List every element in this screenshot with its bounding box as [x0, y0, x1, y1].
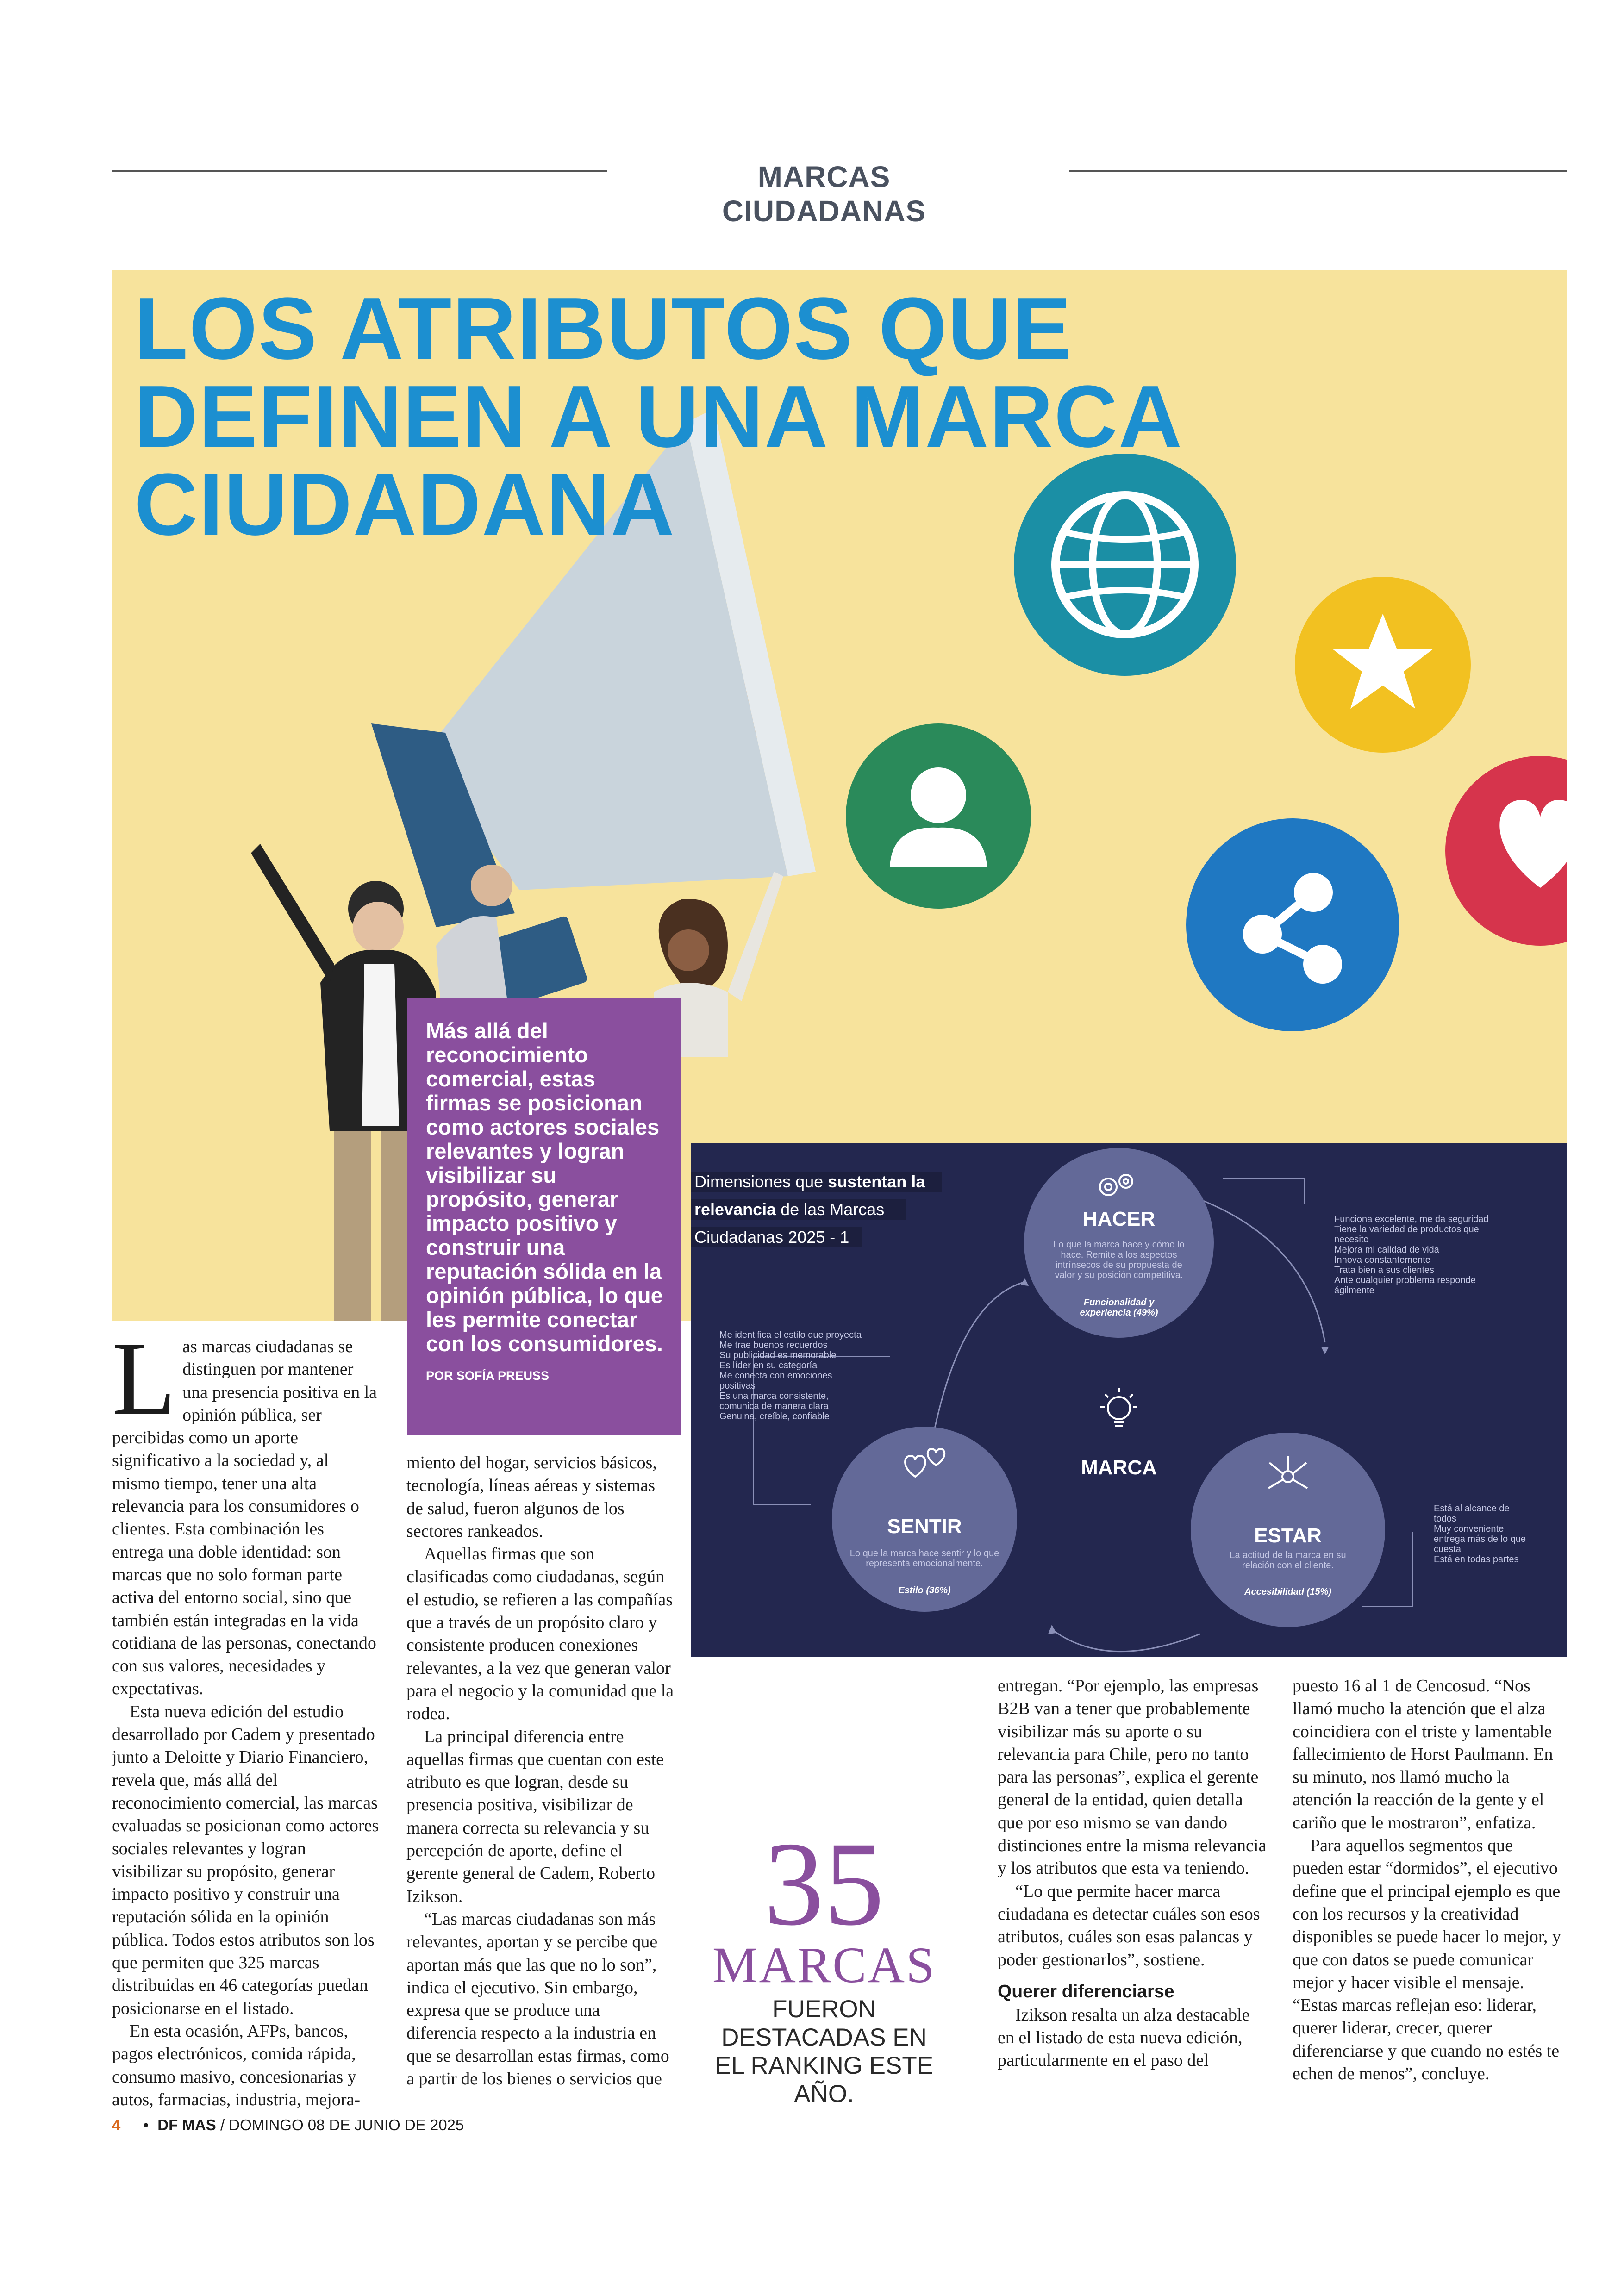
arrow-head-icon	[1048, 1625, 1056, 1634]
page-number: 4	[112, 2116, 121, 2133]
header-rule-left	[112, 170, 607, 172]
infographic-title-line: relevancia de las Marcas	[694, 1200, 885, 1219]
hacer-percentage: Funcionalidad y	[1083, 1297, 1155, 1308]
infographic	[691, 1143, 1567, 1657]
publication-name: DF MAS	[157, 2116, 216, 2133]
paragraph: entregan. “Por ejemplo, las empresas B2B van a tener que probablemente visibilizar más su aporte o su relevancia para Chile, pero no tanto para las personas”, explica el gerente general de la entidad, quien detalla que por eso mismo se van dando distinciones entre la misma relevancia y los atributos que esta va teniendo.	[998, 1676, 1267, 1878]
paragraph: En esta ocasión, AFPs, bancos, pagos electrónicos, comida rápida, consumo masivo, concesionarias y autos, farmacias, industria, mejora-	[112, 2021, 361, 2109]
footer-date: DOMINGO 08 DE JUNIO DE 2025	[229, 2116, 464, 2133]
body-column-1	[112, 1321, 380, 2111]
hacer-attribute: necesito	[1334, 1235, 1369, 1245]
title-line: DEFINEN A UNA MARCA	[134, 368, 1183, 466]
hacer-attribute: Mejora mi calidad de vida	[1334, 1245, 1439, 1255]
user-icon	[846, 723, 1031, 909]
paragraph: Esta nueva edición del estudio desarrollado por Cadem y presentado junto a Deloitte y Diario Financiero, revela que, más allá del reconocimiento comercial, las marcas evaluadas se posicionan como actores sociales relevantes y logran visibilizar su propósito, generar impacto positivo y construir una reputación sólida en la opinión pública. Todos estos atributos son los que permiten que 325 marcas distribuidas en 46 categorías puedan posicionarse en el listado.	[112, 1702, 379, 2018]
estar-label: ESTAR	[1254, 1524, 1322, 1547]
subheading: Querer diferenciarse	[998, 1981, 1174, 2002]
pullquote-word: MARCAS	[712, 1937, 936, 1993]
lightbulb-icon	[1100, 1388, 1137, 1426]
estar-attribute: todos	[1434, 1514, 1456, 1524]
dimensions-diagram	[691, 1143, 1567, 1657]
sentir-description: representa emocionalmente.	[866, 1559, 983, 1569]
footer	[112, 2116, 464, 2134]
lede-box	[407, 998, 681, 1435]
heart-icon	[1445, 756, 1567, 946]
hacer-attribute: Tiene la variedad de productos que	[1334, 1224, 1479, 1235]
estar-attribute: Muy conveniente,	[1434, 1524, 1506, 1534]
star-icon	[1295, 577, 1471, 753]
estar-attribute: Está en todas partes	[1434, 1554, 1519, 1565]
arrow-head-icon	[1321, 1347, 1329, 1354]
infographic-title-line: Dimensiones que sustentan la	[694, 1172, 925, 1191]
hacer-description: Lo que la marca hace y cómo lo	[1053, 1240, 1185, 1250]
infographic-title	[691, 1172, 942, 1247]
marca-label: MARCA	[1081, 1456, 1157, 1479]
hacer-attribute: Innova constantemente	[1334, 1255, 1430, 1265]
hacer-description: hace. Remite a los aspectos	[1061, 1250, 1177, 1260]
paragraph: as marcas ciudadanas se distinguen por mantener una presencia positiva en la opinión pública, ser percibidas como un aporte significativo a la sociedad y, al mismo tiempo, tener una alta relevancia para los consumidores o clientes. Esta combinación les entrega una doble identidad: son marcas que no solo forman parte activa del entorno social, sino que también están integradas en la vida cotidiana de las personas, conectando con sus valores, necesidades y expectativas.	[112, 1337, 377, 1699]
bracket-hacer	[1223, 1178, 1304, 1204]
arrow-estar-sentir	[1052, 1629, 1200, 1652]
hacer-attribute: Trata bien a sus clientes	[1334, 1265, 1435, 1275]
sentir-attribute: Me conecta con emociones	[719, 1371, 832, 1381]
hacer-label: HACER	[1082, 1208, 1156, 1230]
sentir-attribute: Me trae buenos recuerdos	[719, 1340, 828, 1350]
title-line: LOS ATRIBUTOS QUE	[134, 280, 1072, 378]
hacer-description: intrínsecos de su propuesta de	[1056, 1260, 1182, 1270]
pullquote-number: 35	[764, 1817, 884, 1951]
dropcap: L	[112, 1321, 176, 1436]
paragraph: La principal diferencia entre aquellas firmas que cuentan con este atributo es que logran, desde su presencia positiva, visibilizar de manera correcta su relevancia y su percepción de aporte, define el gerente general de Cadem, Roberto Izikson.	[406, 1727, 664, 1906]
sentir-attribute: comunica de manera clara	[719, 1401, 829, 1411]
paragraph: miento del hogar, servicios básicos, tecnología, líneas aéreas y sistemas de salud, fueron algunos de los sectores rankeados.	[406, 1453, 657, 1541]
section-label: MARCAS CIUDADANAS	[722, 160, 926, 228]
paragraph: Aquellas firmas que son clasificadas como ciudadanas, según el estudio, se refieren a las compañías que a través de un propósito claro y consistente producen conexiones relevantes, a la vez que generan valor para el negocio y la comunidad que la rodea.	[406, 1544, 674, 1724]
byline: POR SOFÍA PREUSS	[426, 1369, 550, 1383]
title-line: CIUDADANA	[134, 455, 675, 554]
sentir-attribute: Me identifica el estilo que proyecta	[719, 1330, 862, 1340]
footer-slash: /	[220, 2116, 229, 2133]
pullquote-text: FUERON DESTACADAS EN EL RANKING ESTE AÑO.	[714, 1996, 934, 2108]
footer-separator: •	[143, 2116, 149, 2133]
sentir-attribute: Es una marca consistente,	[719, 1391, 829, 1401]
lede-text: Más allá del reconocimiento comercial, estas firmas se posicionan como actores sociales relevantes y logran visibilizar su propósito, generar impacto positivo y construir una reputación sólida en la opinión pública, lo que les permite conectar con los consumidores.	[426, 1018, 663, 1356]
estar-percentage: Accesibilidad (15%)	[1244, 1587, 1331, 1597]
hacer-attribute: Ante cualquier problema responde	[1334, 1275, 1476, 1285]
sentir-percentage: Estilo (36%)	[898, 1585, 951, 1596]
estar-description: relación con el cliente.	[1242, 1560, 1334, 1571]
paragraph: “Lo que permite hacer marca ciudadana es detectar cuáles son esos atributos, cuáles son esas palancas y poder gestionarlos”, sostiene.	[998, 1881, 1260, 1970]
sentir-attribute: positivas	[719, 1381, 756, 1391]
article-title	[134, 280, 1245, 554]
arrow-head-icon	[1020, 1278, 1029, 1286]
estar-attribute: Está al alcance de	[1434, 1503, 1510, 1514]
hacer-description: valor y su posición competitiva.	[1055, 1270, 1183, 1280]
sentir-description: Lo que la marca hace sentir y lo que	[849, 1548, 999, 1559]
paragraph: “Las marcas ciudadanas son más relevantes, aportan y se percibe que aportan más que las que no lo son”, indica el ejecutivo. Sin embargo, expresa que se produce una diferencia respecto a la industria en que se desarrollan estas firmas, como a partir de los bienes o servicios que	[406, 1909, 669, 2089]
hacer-attribute: ágilmente	[1334, 1285, 1374, 1296]
sentir-attribute: Su publicidad es memorable	[719, 1350, 837, 1360]
sentir-label: SENTIR	[887, 1515, 962, 1538]
header-rule-right	[1069, 170, 1567, 172]
hacer-percentage: experiencia (49%)	[1080, 1308, 1158, 1318]
arrow-sentir-hacer	[931, 1282, 1024, 1444]
body-column-4	[1293, 1675, 1566, 2085]
estar-attribute: cuesta	[1434, 1544, 1461, 1554]
body-column-2	[406, 1452, 674, 2090]
infographic-title-line: Ciudadanas 2025 - 1	[694, 1228, 849, 1247]
hacer-attribute: Funciona excelente, me da seguridad	[1334, 1214, 1489, 1224]
sentir-attribute: Genuina, creíble, confiable	[719, 1411, 830, 1422]
estar-attribute: entrega más de lo que	[1434, 1534, 1526, 1544]
estar-description: La actitud de la marca en su	[1230, 1550, 1346, 1560]
share-icon	[1186, 818, 1399, 1031]
paragraph: puesto 16 al 1 de Cencosud. “Nos llamó mucho la atención que el alza coincidiera con el triste y lamentable fallecimiento de Horst Paulmann. En su minuto, nos llamó mucho la atención la reacción de la gente y el cariño que le mostraron”, enfatiza.	[1293, 1676, 1553, 1833]
paragraph: Para aquellos segmentos que pueden estar “dormidos”, el ejecutivo define que el principal ejemplo es que con los recursos y la creatividad disponibles se puede hacer lo mejor, y que con datos se puede comunicar mejor y hacer visible el mensaje. “Estas marcas reflejan eso: liderar, querer liderar, crecer, querer diferenciarse y que cuando no estés te echen de menos”, concluye.	[1293, 1836, 1561, 2084]
body-column-3	[998, 1675, 1270, 2072]
paragraph: Izikson resalta un alza destacable en el listado de esta nueva edición, particularmente en el paso del	[998, 2005, 1250, 2070]
sentir-attribute: Es líder en su categoría	[719, 1360, 818, 1371]
